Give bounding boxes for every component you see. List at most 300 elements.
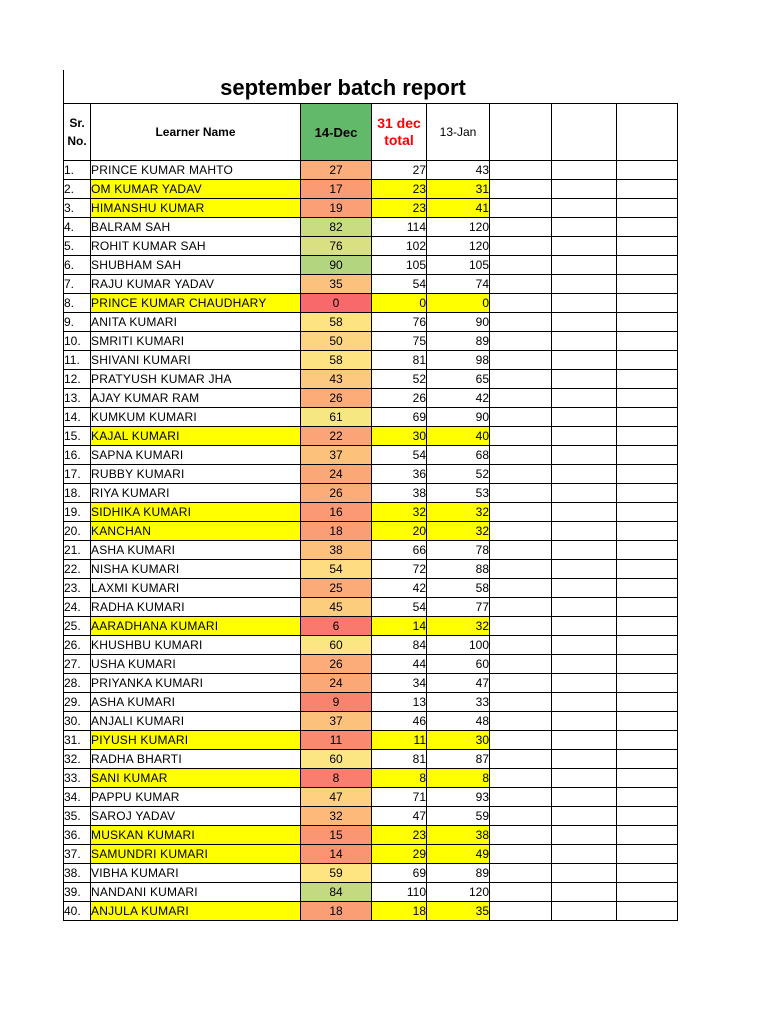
row-learner-name: NISHA KUMARI [91,560,301,579]
row-empty-cell-1 [490,769,552,788]
row-score-13-jan: 60 [427,655,490,674]
row-learner-name: PRINCE KUMAR MAHTO [91,161,301,180]
row-empty-cell-2 [552,237,617,256]
row-score-14-dec: 38 [301,541,372,560]
row-empty-cell-3 [617,674,678,693]
row-score-31-dec: 46 [372,712,427,731]
row-empty-cell-1 [490,332,552,351]
row-score-31-dec: 38 [372,484,427,503]
row-score-14-dec: 17 [301,180,372,199]
row-sr-no: 27. [64,655,91,674]
row-empty-cell-3 [617,275,678,294]
row-empty-cell-3 [617,256,678,275]
row-score-14-dec: 27 [301,161,372,180]
row-score-31-dec: 34 [372,674,427,693]
table-row [64,826,678,845]
row-empty-cell-1 [490,294,552,313]
row-score-14-dec: 18 [301,522,372,541]
row-score-13-jan: 87 [427,750,490,769]
row-empty-cell-3 [617,465,678,484]
row-learner-name: RAJU KUMAR YADAV [91,275,301,294]
table-row [64,161,678,180]
row-score-14-dec: 37 [301,446,372,465]
row-sr-no: 39. [64,883,91,902]
row-empty-cell-3 [617,408,678,427]
row-empty-cell-1 [490,180,552,199]
row-empty-cell-1 [490,484,552,503]
row-score-31-dec: 54 [372,275,427,294]
row-sr-no: 1. [64,161,91,180]
row-learner-name: ANJULA KUMARI [91,902,301,921]
row-score-13-jan: 100 [427,636,490,655]
row-empty-cell-3 [617,484,678,503]
row-score-14-dec: 35 [301,275,372,294]
row-empty-cell-3 [617,636,678,655]
row-learner-name: PAPPU KUMAR [91,788,301,807]
row-score-31-dec: 18 [372,902,427,921]
row-empty-cell-3 [617,389,678,408]
row-empty-cell-1 [490,275,552,294]
row-learner-name: SAPNA KUMARI [91,446,301,465]
row-score-13-jan: 78 [427,541,490,560]
header-empty-2 [552,104,617,161]
row-empty-cell-1 [490,503,552,522]
row-empty-cell-1 [490,845,552,864]
row-empty-cell-2 [552,655,617,674]
row-empty-cell-2 [552,731,617,750]
row-empty-cell-2 [552,408,617,427]
table-row [64,180,678,199]
row-score-14-dec: 90 [301,256,372,275]
row-empty-cell-3 [617,351,678,370]
row-score-31-dec: 66 [372,541,427,560]
row-learner-name: AARADHANA KUMARI [91,617,301,636]
row-empty-cell-1 [490,465,552,484]
table-row [64,712,678,731]
row-score-14-dec: 26 [301,389,372,408]
row-score-13-jan: 30 [427,731,490,750]
row-score-14-dec: 54 [301,560,372,579]
row-learner-name: RIYA KUMARI [91,484,301,503]
row-sr-no: 13. [64,389,91,408]
row-sr-no: 23. [64,579,91,598]
row-score-14-dec: 14 [301,845,372,864]
row-score-14-dec: 9 [301,693,372,712]
row-score-14-dec: 58 [301,313,372,332]
row-empty-cell-1 [490,389,552,408]
table-row [64,256,678,275]
row-learner-name: VIBHA KUMARI [91,864,301,883]
row-learner-name: RUBBY KUMARI [91,465,301,484]
row-score-13-jan: 48 [427,712,490,731]
row-learner-name: KAJAL KUMARI [91,427,301,446]
row-empty-cell-1 [490,541,552,560]
row-empty-cell-3 [617,332,678,351]
row-score-31-dec: 23 [372,826,427,845]
row-score-31-dec: 71 [372,788,427,807]
row-learner-name: OM KUMAR YADAV [91,180,301,199]
row-score-31-dec: 47 [372,807,427,826]
row-empty-cell-2 [552,598,617,617]
row-score-31-dec: 42 [372,579,427,598]
row-empty-cell-1 [490,218,552,237]
table-row [64,598,678,617]
row-empty-cell-2 [552,465,617,484]
row-sr-no: 12. [64,370,91,389]
row-empty-cell-3 [617,503,678,522]
row-score-31-dec: 36 [372,465,427,484]
row-empty-cell-3 [617,180,678,199]
row-learner-name: ASHA KUMARI [91,541,301,560]
row-empty-cell-2 [552,351,617,370]
row-sr-no: 32. [64,750,91,769]
row-empty-cell-1 [490,560,552,579]
row-score-14-dec: 26 [301,484,372,503]
row-score-13-jan: 89 [427,332,490,351]
table-row [64,465,678,484]
row-learner-name: PRATYUSH KUMAR JHA [91,370,301,389]
row-sr-no: 28. [64,674,91,693]
table-row [64,275,678,294]
row-sr-no: 21. [64,541,91,560]
row-score-31-dec: 69 [372,408,427,427]
row-empty-cell-2 [552,218,617,237]
header-empty-3 [617,104,678,161]
row-empty-cell-3 [617,294,678,313]
table-row [64,750,678,769]
row-score-13-jan: 68 [427,446,490,465]
row-empty-cell-1 [490,199,552,218]
row-empty-cell-2 [552,902,617,921]
row-sr-no: 4. [64,218,91,237]
row-score-14-dec: 8 [301,769,372,788]
table-row [64,579,678,598]
row-score-13-jan: 89 [427,864,490,883]
row-score-31-dec: 44 [372,655,427,674]
row-learner-name: KANCHAN [91,522,301,541]
row-empty-cell-3 [617,560,678,579]
row-learner-name: SHIVANI KUMARI [91,351,301,370]
row-score-13-jan: 93 [427,788,490,807]
row-score-31-dec: 69 [372,864,427,883]
row-empty-cell-3 [617,902,678,921]
row-score-13-jan: 32 [427,522,490,541]
row-learner-name: BALRAM SAH [91,218,301,237]
row-empty-cell-2 [552,313,617,332]
row-score-13-jan: 120 [427,218,490,237]
row-sr-no: 3. [64,199,91,218]
row-score-13-jan: 88 [427,560,490,579]
row-empty-cell-3 [617,845,678,864]
row-empty-cell-2 [552,427,617,446]
row-score-14-dec: 50 [301,332,372,351]
row-sr-no: 15. [64,427,91,446]
row-learner-name: LAXMI KUMARI [91,579,301,598]
row-score-13-jan: 32 [427,617,490,636]
row-score-31-dec: 8 [372,769,427,788]
row-empty-cell-3 [617,883,678,902]
row-empty-cell-2 [552,161,617,180]
row-score-14-dec: 76 [301,237,372,256]
row-empty-cell-2 [552,636,617,655]
row-empty-cell-2 [552,807,617,826]
row-learner-name: SAMUNDRI KUMARI [91,845,301,864]
row-score-13-jan: 52 [427,465,490,484]
row-empty-cell-1 [490,826,552,845]
row-empty-cell-1 [490,370,552,389]
table-row [64,902,678,921]
row-score-31-dec: 75 [372,332,427,351]
row-empty-cell-3 [617,522,678,541]
row-learner-name: ROHIT KUMAR SAH [91,237,301,256]
row-empty-cell-1 [490,598,552,617]
row-empty-cell-1 [490,883,552,902]
row-score-13-jan: 98 [427,351,490,370]
row-score-14-dec: 47 [301,788,372,807]
row-score-13-jan: 59 [427,807,490,826]
row-empty-cell-3 [617,693,678,712]
table-row [64,693,678,712]
table-row [64,427,678,446]
row-empty-cell-2 [552,693,617,712]
row-empty-cell-1 [490,579,552,598]
table-row [64,389,678,408]
row-score-13-jan: 41 [427,199,490,218]
header-31-dec-total [372,104,427,161]
row-empty-cell-3 [617,579,678,598]
table-row [64,883,678,902]
row-empty-cell-1 [490,693,552,712]
table-row [64,769,678,788]
table-row [64,807,678,826]
row-learner-name: RADHA KUMARI [91,598,301,617]
table-row [64,845,678,864]
row-score-14-dec: 37 [301,712,372,731]
row-score-31-dec: 23 [372,199,427,218]
row-learner-name: PRINCE KUMAR CHAUDHARY [91,294,301,313]
row-score-14-dec: 60 [301,750,372,769]
row-empty-cell-1 [490,807,552,826]
header-31-dec-line1: 31 dec [377,115,421,131]
row-score-31-dec: 81 [372,351,427,370]
row-empty-cell-3 [617,712,678,731]
row-learner-name: NANDANI KUMARI [91,883,301,902]
table-row [64,617,678,636]
row-empty-cell-1 [490,522,552,541]
header-14-dec: 14-Dec [301,104,372,161]
row-score-31-dec: 13 [372,693,427,712]
row-score-13-jan: 49 [427,845,490,864]
row-empty-cell-3 [617,655,678,674]
row-empty-cell-1 [490,712,552,731]
table-row [64,788,678,807]
row-empty-cell-1 [490,313,552,332]
row-score-31-dec: 54 [372,446,427,465]
row-empty-cell-3 [617,237,678,256]
table-row [64,446,678,465]
header-13-jan: 13-Jan [427,104,490,161]
row-score-13-jan: 38 [427,826,490,845]
row-empty-cell-2 [552,560,617,579]
header-31-dec-line2: total [384,132,414,148]
row-empty-cell-3 [617,370,678,389]
row-score-14-dec: 22 [301,427,372,446]
row-empty-cell-1 [490,351,552,370]
row-empty-cell-1 [490,256,552,275]
row-learner-name: KUMKUM KUMARI [91,408,301,427]
row-score-13-jan: 42 [427,389,490,408]
table-row [64,199,678,218]
row-empty-cell-1 [490,237,552,256]
row-empty-cell-2 [552,750,617,769]
row-sr-no: 31. [64,731,91,750]
table-row [64,655,678,674]
row-empty-cell-2 [552,446,617,465]
table-row [64,731,678,750]
row-empty-cell-2 [552,256,617,275]
row-learner-name: HIMANSHU KUMAR [91,199,301,218]
table-row [64,218,678,237]
row-learner-name: USHA KUMARI [91,655,301,674]
row-empty-cell-3 [617,598,678,617]
table-body [64,161,678,921]
row-score-14-dec: 45 [301,598,372,617]
row-score-13-jan: 74 [427,275,490,294]
row-empty-cell-3 [617,788,678,807]
row-sr-no: 29. [64,693,91,712]
header-learner-name: Learner Name [91,104,301,161]
table-row [64,484,678,503]
row-score-14-dec: 26 [301,655,372,674]
table-row [64,370,678,389]
row-score-13-jan: 43 [427,161,490,180]
row-empty-cell-1 [490,161,552,180]
row-empty-cell-1 [490,408,552,427]
row-empty-cell-2 [552,370,617,389]
row-score-31-dec: 0 [372,294,427,313]
row-empty-cell-3 [617,807,678,826]
row-score-14-dec: 6 [301,617,372,636]
row-empty-cell-2 [552,845,617,864]
row-sr-no: 17. [64,465,91,484]
table-row [64,560,678,579]
row-score-31-dec: 72 [372,560,427,579]
row-score-31-dec: 20 [372,522,427,541]
table-row [64,636,678,655]
row-empty-cell-2 [552,275,617,294]
row-score-14-dec: 60 [301,636,372,655]
row-score-31-dec: 23 [372,180,427,199]
row-learner-name: PRIYANKA KUMARI [91,674,301,693]
row-empty-cell-2 [552,332,617,351]
row-empty-cell-2 [552,389,617,408]
table-row [64,864,678,883]
row-empty-cell-2 [552,294,617,313]
row-sr-no: 2. [64,180,91,199]
table-row [64,294,678,313]
row-score-14-dec: 82 [301,218,372,237]
row-sr-no: 25. [64,617,91,636]
row-learner-name: ANJALI KUMARI [91,712,301,731]
row-sr-no: 19. [64,503,91,522]
row-empty-cell-1 [490,446,552,465]
row-empty-cell-1 [490,731,552,750]
row-score-14-dec: 0 [301,294,372,313]
row-score-13-jan: 8 [427,769,490,788]
table-row [64,408,678,427]
row-empty-cell-2 [552,503,617,522]
row-learner-name: AJAY KUMAR RAM [91,389,301,408]
row-sr-no: 34. [64,788,91,807]
row-learner-name: SANI KUMAR [91,769,301,788]
row-learner-name: RADHA BHARTI [91,750,301,769]
row-empty-cell-2 [552,199,617,218]
row-sr-no: 40. [64,902,91,921]
row-score-13-jan: 105 [427,256,490,275]
row-learner-name: KHUSHBU KUMARI [91,636,301,655]
row-score-13-jan: 33 [427,693,490,712]
row-score-14-dec: 16 [301,503,372,522]
row-sr-no: 9. [64,313,91,332]
row-empty-cell-3 [617,218,678,237]
row-score-14-dec: 24 [301,465,372,484]
row-score-14-dec: 61 [301,408,372,427]
row-empty-cell-3 [617,446,678,465]
row-sr-no: 5. [64,237,91,256]
row-score-13-jan: 0 [427,294,490,313]
row-empty-cell-1 [490,636,552,655]
row-sr-no: 7. [64,275,91,294]
row-learner-name: SAROJ YADAV [91,807,301,826]
row-score-31-dec: 114 [372,218,427,237]
row-score-31-dec: 54 [372,598,427,617]
row-score-31-dec: 102 [372,237,427,256]
row-learner-name: ANITA KUMARI [91,313,301,332]
row-sr-no: 6. [64,256,91,275]
row-empty-cell-2 [552,522,617,541]
row-score-31-dec: 27 [372,161,427,180]
row-empty-cell-1 [490,674,552,693]
row-score-13-jan: 31 [427,180,490,199]
row-learner-name: PIYUSH KUMARI [91,731,301,750]
row-score-31-dec: 81 [372,750,427,769]
row-sr-no: 22. [64,560,91,579]
row-score-31-dec: 30 [372,427,427,446]
row-sr-no: 11. [64,351,91,370]
row-sr-no: 14. [64,408,91,427]
row-empty-cell-2 [552,617,617,636]
row-empty-cell-3 [617,199,678,218]
row-score-13-jan: 120 [427,237,490,256]
row-learner-name: SMRITI KUMARI [91,332,301,351]
row-score-31-dec: 110 [372,883,427,902]
row-sr-no: 35. [64,807,91,826]
row-score-14-dec: 84 [301,883,372,902]
header-empty-1 [490,104,552,161]
row-empty-cell-1 [490,427,552,446]
row-score-13-jan: 90 [427,313,490,332]
row-empty-cell-1 [490,750,552,769]
row-sr-no: 10. [64,332,91,351]
row-score-13-jan: 35 [427,902,490,921]
row-score-31-dec: 32 [372,503,427,522]
batch-report-table [63,103,678,921]
table-row [64,237,678,256]
row-empty-cell-3 [617,617,678,636]
row-score-14-dec: 58 [301,351,372,370]
row-empty-cell-3 [617,541,678,560]
row-sr-no: 16. [64,446,91,465]
